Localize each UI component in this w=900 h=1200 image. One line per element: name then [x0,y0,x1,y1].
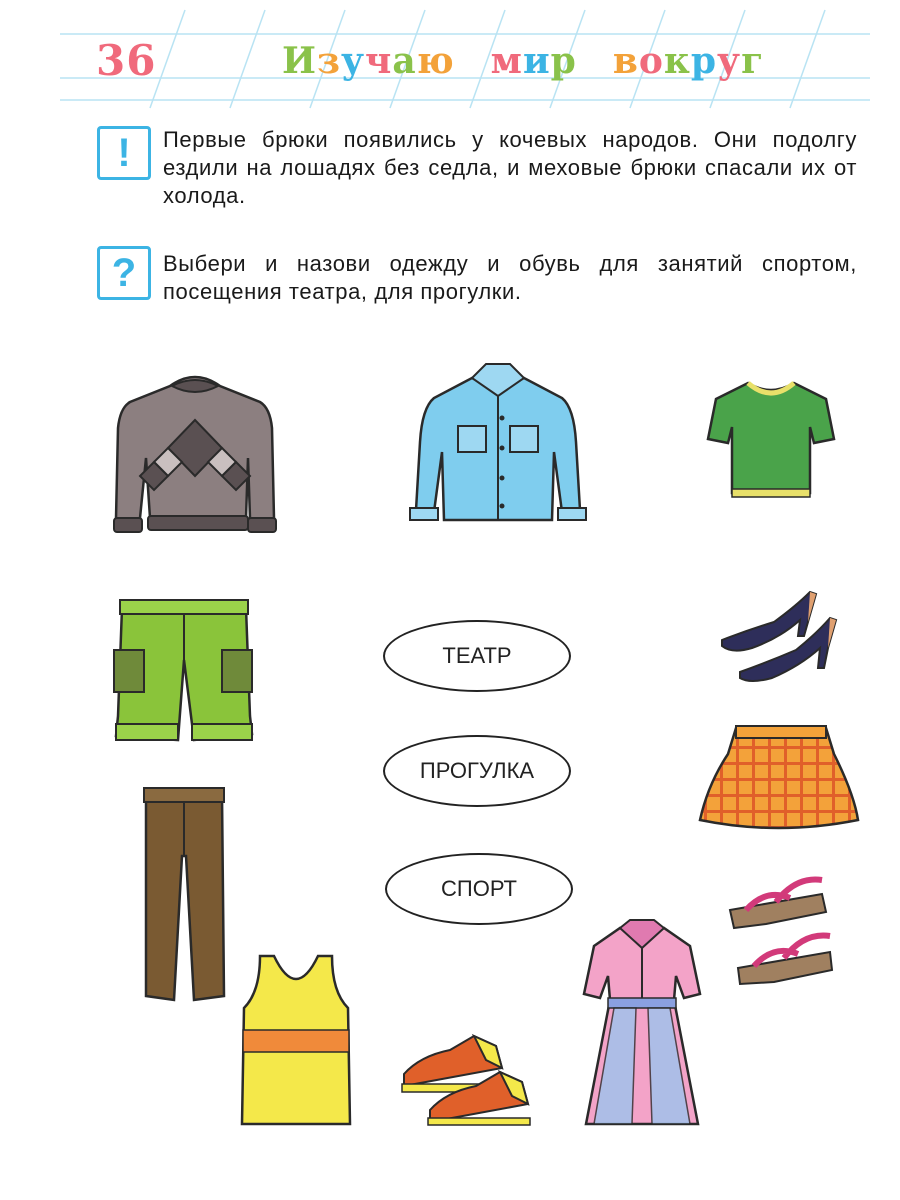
running-title-letter: И [282,40,318,82]
running-title-letter: и [522,40,551,82]
category-theatre-label: ТЕАТР [442,643,512,668]
category-walk-label: ПРОГУЛКА [419,758,535,783]
running-title-letter: ю [416,40,455,82]
sandals-icon[interactable] [726,872,836,988]
skirt-icon[interactable] [698,724,860,836]
category-sport[interactable] [385,853,573,925]
running-title-letter: к [663,40,691,82]
running-title-letter: о [638,40,664,82]
question-icon [97,246,151,300]
category-walk[interactable] [383,735,571,807]
question-text: Выбери и назови одежду и обувь для занятий спортом, посещения театра, для прогулки. [163,251,857,304]
page-number: 36 [96,36,157,85]
category-theatre[interactable] [383,620,571,692]
running-title-word [282,40,455,82]
category-sport-label: СПОРТ [441,876,517,901]
running-title-letter: ч [365,40,393,82]
exclamation-icon [97,126,151,180]
sneakers-icon[interactable] [400,1028,538,1126]
running-title [282,40,764,82]
running-title-letter: у [717,40,742,82]
trousers-icon[interactable] [140,786,230,1008]
running-title-word [491,40,577,82]
sweater-icon[interactable] [110,368,280,540]
fact-text: Первые брюки появились у кочевых народов. Они подолгу ездили на лошадях без седла, и меховые брюки спасали их от холода. [163,127,857,208]
running-title-letter: в [612,40,639,82]
running-title-letter: м [490,40,523,82]
dress-icon[interactable] [580,920,704,1132]
tshirt-icon[interactable] [706,377,836,501]
running-title-letter: з [317,40,341,82]
exclamation-glyph: ! [117,130,131,175]
running-title-letter: а [392,40,417,82]
shorts-icon[interactable] [108,596,258,750]
question-glyph: ? [111,250,137,295]
running-title-letter: у [341,40,366,82]
high-heels-icon[interactable] [718,586,840,686]
shirt-icon[interactable] [402,362,594,524]
running-title-letter: р [690,40,718,82]
running-title-word [613,40,764,82]
running-title-letter: г [741,40,765,82]
tank-top-icon[interactable] [238,952,354,1132]
running-title-letter: р [550,40,577,82]
